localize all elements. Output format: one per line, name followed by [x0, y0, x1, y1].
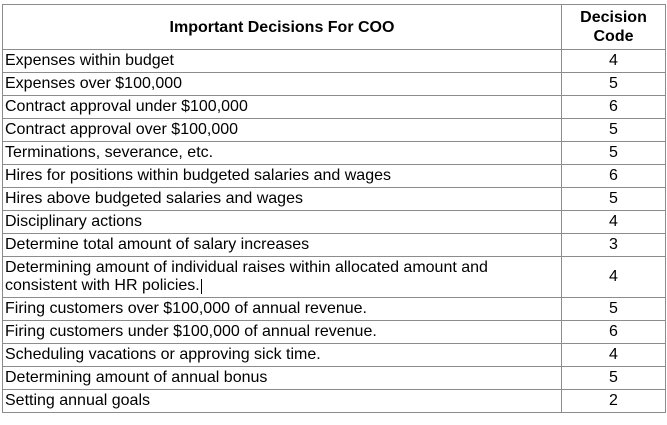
code-cell[interactable]: 6 — [562, 165, 666, 188]
table-row — [3, 344, 666, 367]
code-cell[interactable]: 5 — [562, 298, 666, 321]
table-row — [3, 367, 666, 390]
table-row — [3, 298, 666, 321]
decision-cell-active[interactable] — [3, 257, 562, 298]
decision-cell[interactable]: Expenses within budget — [3, 50, 562, 73]
table-row — [3, 142, 666, 165]
decision-cell[interactable]: Setting annual goals — [3, 390, 562, 413]
code-cell[interactable]: 4 — [562, 211, 666, 234]
code-cell[interactable]: 5 — [562, 142, 666, 165]
table-row — [3, 50, 666, 73]
decision-cell[interactable]: Disciplinary actions — [3, 211, 562, 234]
table-row — [3, 73, 666, 96]
code-cell[interactable]: 5 — [562, 73, 666, 96]
table-row — [3, 234, 666, 257]
decision-cell[interactable]: Scheduling vacations or approving sick time. — [3, 344, 562, 367]
decision-cell[interactable]: Hires above budgeted salaries and wages — [3, 188, 562, 211]
code-cell[interactable]: 4 — [562, 50, 666, 73]
decision-cell[interactable]: Hires for positions within budgeted salaries and wages — [3, 165, 562, 188]
code-cell[interactable]: 5 — [562, 188, 666, 211]
code-column-header[interactable]: Decision Code — [562, 5, 666, 50]
code-cell[interactable]: 5 — [562, 367, 666, 390]
decision-cell[interactable]: Terminations, severance, etc. — [3, 142, 562, 165]
code-cell[interactable]: 6 — [562, 321, 666, 344]
text-cursor — [201, 279, 202, 294]
code-cell[interactable]: 4 — [562, 344, 666, 367]
table-row — [3, 321, 666, 344]
decision-cell[interactable]: Contract approval under $100,000 — [3, 96, 562, 119]
table-row — [3, 96, 666, 119]
table-row — [3, 257, 666, 298]
decision-column-header[interactable]: Important Decisions For COO — [3, 5, 562, 50]
table-row — [3, 119, 666, 142]
code-cell[interactable]: 2 — [562, 390, 666, 413]
decision-cell[interactable]: Contract approval over $100,000 — [3, 119, 562, 142]
table-row — [3, 211, 666, 234]
header-row — [3, 5, 666, 50]
decision-cell[interactable]: Determining amount of annual bonus — [3, 367, 562, 390]
decision-table — [2, 4, 666, 413]
code-cell[interactable]: 3 — [562, 234, 666, 257]
decision-text: Determining amount of individual raises within allocated amount and consistent with HR policies. — [5, 259, 488, 294]
code-cell[interactable]: 6 — [562, 96, 666, 119]
decision-cell[interactable]: Firing customers over $100,000 of annual revenue. — [3, 298, 562, 321]
decision-cell[interactable]: Determine total amount of salary increases — [3, 234, 562, 257]
code-cell[interactable]: 5 — [562, 119, 666, 142]
table-row — [3, 390, 666, 413]
decision-cell[interactable]: Firing customers under $100,000 of annual revenue. — [3, 321, 562, 344]
code-cell[interactable]: 4 — [562, 257, 666, 298]
table-row — [3, 165, 666, 188]
table-row — [3, 188, 666, 211]
decision-cell[interactable]: Expenses over $100,000 — [3, 73, 562, 96]
